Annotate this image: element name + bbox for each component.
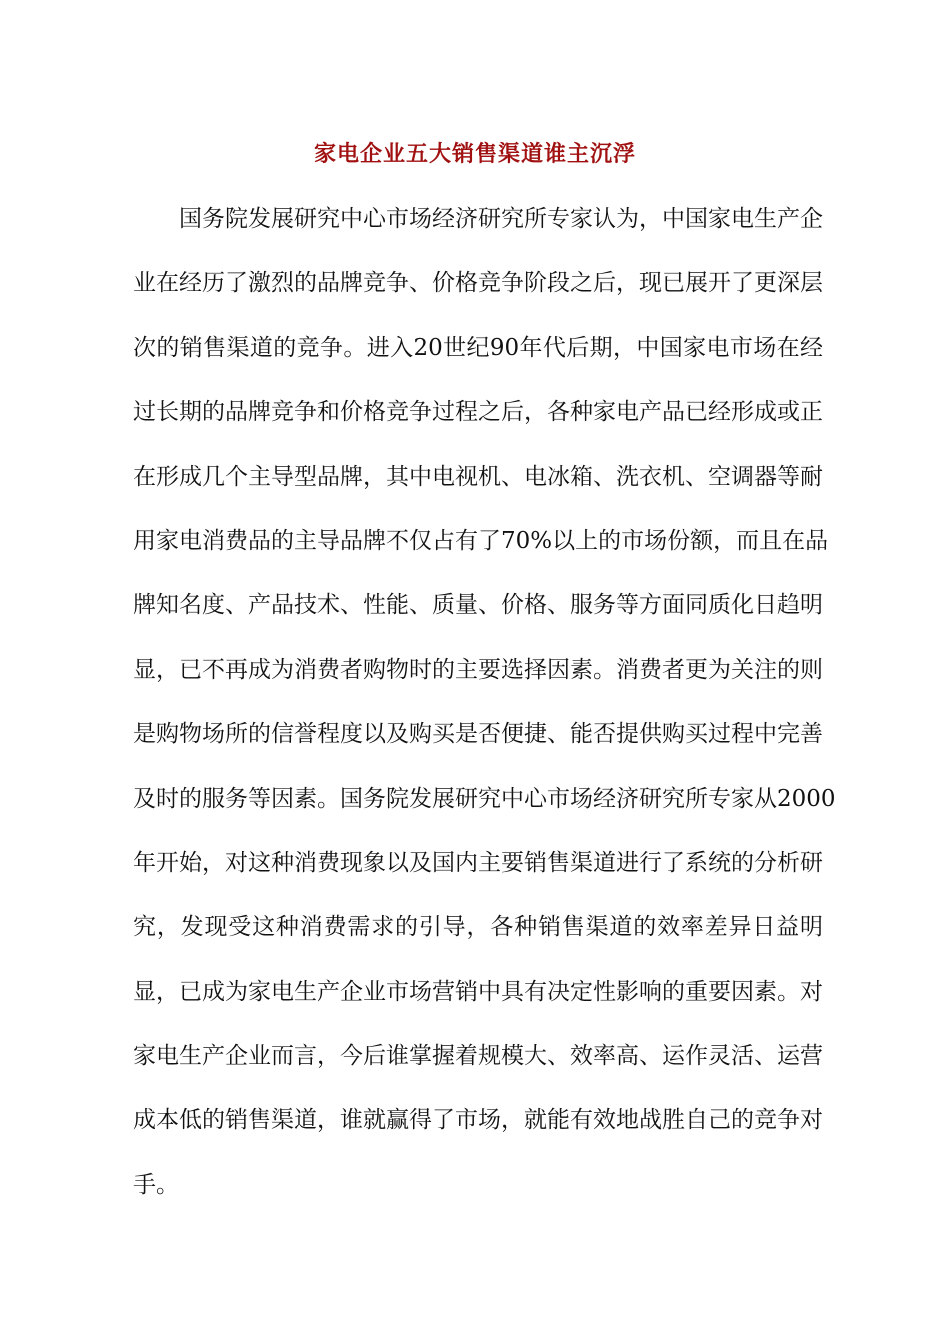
paragraph-line: 国务院发展研究中心市场经济研究所专家认为，中国家电生产企	[179, 206, 823, 232]
paragraph-line: 牌知名度、产品技术、性能、质量、价格、服务等方面同质化日趋明	[133, 592, 823, 619]
paragraph-line: 在形成几个主导型品牌，其中电视机、电冰箱、洗衣机、空调器等耐	[133, 463, 823, 490]
document-title: 家电企业五大销售渠道谁主沉浮	[313, 141, 636, 167]
paragraph-line: 究，发现受这种消费需求的引导，各种销售渠道的效率差异日益明	[133, 914, 823, 941]
paragraph-line: 手。	[133, 1171, 179, 1198]
paragraph-line: 及时的服务等因素。国务院发展研究中心市场经济研究所专家从2000	[133, 785, 836, 812]
paragraph-line: 年开始，对这种消费现象以及国内主要销售渠道进行了系统的分析研	[133, 849, 823, 876]
paragraph-line: 成本低的销售渠道，谁就赢得了市场，就能有效地战胜自己的竞争对	[133, 1107, 823, 1134]
paragraph-line: 次的销售渠道的竞争。进入20世纪90年代后期，中国家电市场在经	[133, 334, 823, 361]
paragraph-line: 家电生产企业而言，今后谁掌握着规模大、效率高、运作灵活、运营	[133, 1043, 823, 1070]
paragraph-line: 业在经历了激烈的品牌竞争、价格竞争阶段之后，现已展开了更深层	[133, 270, 823, 297]
paragraph-line: 是购物场所的信誉程度以及购买是否便捷、能否提供购买过程中完善	[133, 721, 823, 748]
paragraph-line: 显，已不再成为消费者购物时的主要选择因素。消费者更为关注的则	[133, 656, 823, 683]
paragraph-line: 过长期的品牌竞争和价格竞争过程之后，各种家电产品已经形成或正	[133, 399, 823, 426]
paragraph-line: 显，已成为家电生产企业市场营销中具有决定性影响的重要因素。对	[133, 978, 823, 1005]
body-paragraph	[133, 187, 836, 1217]
paragraph-line: 用家电消费品的主导品牌不仅占有了70%以上的市场份额，而且在品	[133, 527, 829, 554]
